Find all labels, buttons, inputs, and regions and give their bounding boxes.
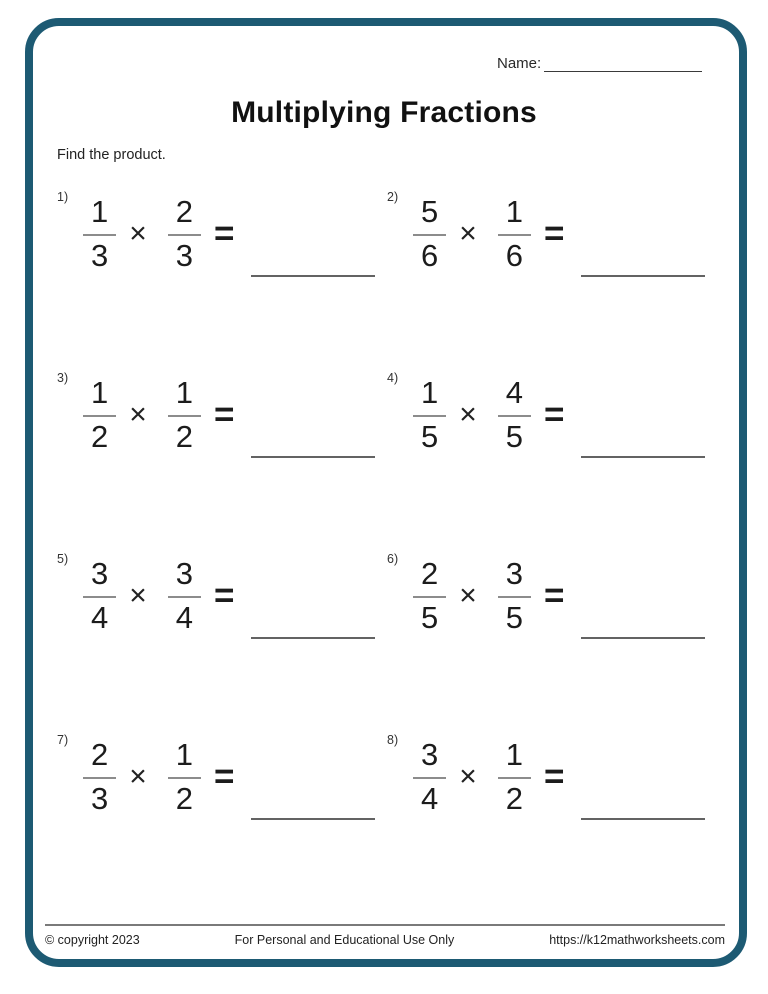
problem-number: 1): [57, 190, 69, 204]
answer-line[interactable]: [251, 456, 375, 458]
fraction-denominator: 4: [91, 600, 109, 635]
instruction-text: Find the product.: [57, 147, 166, 163]
fraction-numerator: 1: [83, 195, 116, 236]
equals-sign: =: [544, 395, 565, 434]
answer-line[interactable]: [251, 275, 375, 277]
footer: [45, 933, 725, 947]
fraction-numerator: 2: [168, 195, 201, 236]
fraction-first: [83, 195, 116, 272]
fraction-numerator: 1: [498, 738, 531, 779]
fraction-first: [83, 738, 116, 815]
fraction-first: [413, 376, 446, 453]
fraction-first: [413, 557, 446, 634]
worksheet-title: Multiplying Fractions: [231, 96, 537, 129]
fraction-first: [83, 376, 116, 453]
answer-line[interactable]: [581, 275, 705, 277]
multiplication-sign: ×: [129, 217, 147, 250]
fraction-numerator: 2: [83, 738, 116, 779]
multiplication-sign: ×: [459, 760, 477, 793]
fraction-numerator: 4: [498, 376, 531, 417]
fraction-denominator: 2: [505, 781, 524, 816]
multiplication-sign: ×: [459, 398, 477, 431]
fraction-denominator: 3: [91, 781, 109, 816]
fraction-second: [498, 376, 531, 453]
multiplication-sign: ×: [459, 217, 477, 250]
website-url: https://k12mathworksheets.com: [549, 933, 725, 947]
problem-8: [387, 729, 717, 825]
problem-5: [57, 548, 387, 644]
fraction-denominator: 3: [175, 238, 194, 273]
answer-line[interactable]: [251, 818, 375, 820]
fraction-second: [168, 376, 201, 453]
copyright-text: © copyright 2023: [45, 933, 140, 947]
fraction-numerator: 1: [413, 376, 446, 417]
problem-1: [57, 186, 387, 282]
fraction-denominator: 5: [421, 419, 439, 454]
multiplication-sign: ×: [459, 579, 477, 612]
fraction-first: [83, 557, 116, 634]
equals-sign: =: [214, 395, 235, 434]
name-field: [497, 55, 702, 72]
fraction-second: [168, 195, 201, 272]
problem-6: [387, 548, 717, 644]
multiplication-sign: ×: [129, 398, 147, 431]
problem-3: [57, 367, 387, 463]
multiplication-sign: ×: [129, 760, 147, 793]
fraction-first: [413, 195, 446, 272]
fraction-denominator: 2: [91, 419, 109, 454]
equals-sign: =: [544, 576, 565, 615]
equals-sign: =: [544, 757, 565, 796]
problem-4: [387, 367, 717, 463]
problem-2: [387, 186, 717, 282]
equals-sign: =: [214, 757, 235, 796]
problem-number: 7): [57, 733, 69, 747]
name-label: Name:: [497, 55, 542, 72]
fraction-second: [168, 557, 201, 634]
problem-number: 6): [387, 552, 399, 566]
usage-text: For Personal and Educational Use Only: [234, 933, 455, 947]
fraction-second: [498, 557, 531, 634]
problem-7: [57, 729, 387, 825]
fraction-numerator: 1: [498, 195, 531, 236]
answer-line[interactable]: [581, 818, 705, 820]
problem-number: 5): [57, 552, 69, 566]
fraction-denominator: 5: [505, 419, 524, 454]
answer-line[interactable]: [581, 456, 705, 458]
fraction-denominator: 6: [505, 238, 524, 273]
fraction-numerator: 1: [168, 738, 201, 779]
fraction-denominator: 2: [175, 419, 194, 454]
fraction-numerator: 3: [498, 557, 531, 598]
equals-sign: =: [214, 214, 235, 253]
problems-grid: [57, 186, 717, 910]
fraction-denominator: 5: [421, 600, 439, 635]
problem-number: 3): [57, 371, 69, 385]
fraction-first: [413, 738, 446, 815]
fraction-numerator: 1: [83, 376, 116, 417]
footer-divider: [45, 924, 725, 926]
fraction-second: [498, 738, 531, 815]
equals-sign: =: [544, 214, 565, 253]
problem-number: 8): [387, 733, 399, 747]
problem-number: 2): [387, 190, 399, 204]
fraction-numerator: 3: [83, 557, 116, 598]
name-blank-line[interactable]: [544, 55, 702, 72]
fraction-denominator: 2: [175, 781, 194, 816]
fraction-numerator: 3: [413, 738, 446, 779]
fraction-denominator: 3: [91, 238, 109, 273]
fraction-numerator: 2: [413, 557, 446, 598]
fraction-second: [168, 738, 201, 815]
equals-sign: =: [214, 576, 235, 615]
fraction-second: [498, 195, 531, 272]
fraction-denominator: 4: [421, 781, 439, 816]
fraction-numerator: 5: [413, 195, 446, 236]
answer-line[interactable]: [251, 637, 375, 639]
problem-number: 4): [387, 371, 399, 385]
fraction-numerator: 3: [168, 557, 201, 598]
fraction-denominator: 4: [175, 600, 194, 635]
fraction-denominator: 5: [505, 600, 524, 635]
multiplication-sign: ×: [129, 579, 147, 612]
answer-line[interactable]: [581, 637, 705, 639]
fraction-numerator: 1: [168, 376, 201, 417]
fraction-denominator: 6: [421, 238, 439, 273]
